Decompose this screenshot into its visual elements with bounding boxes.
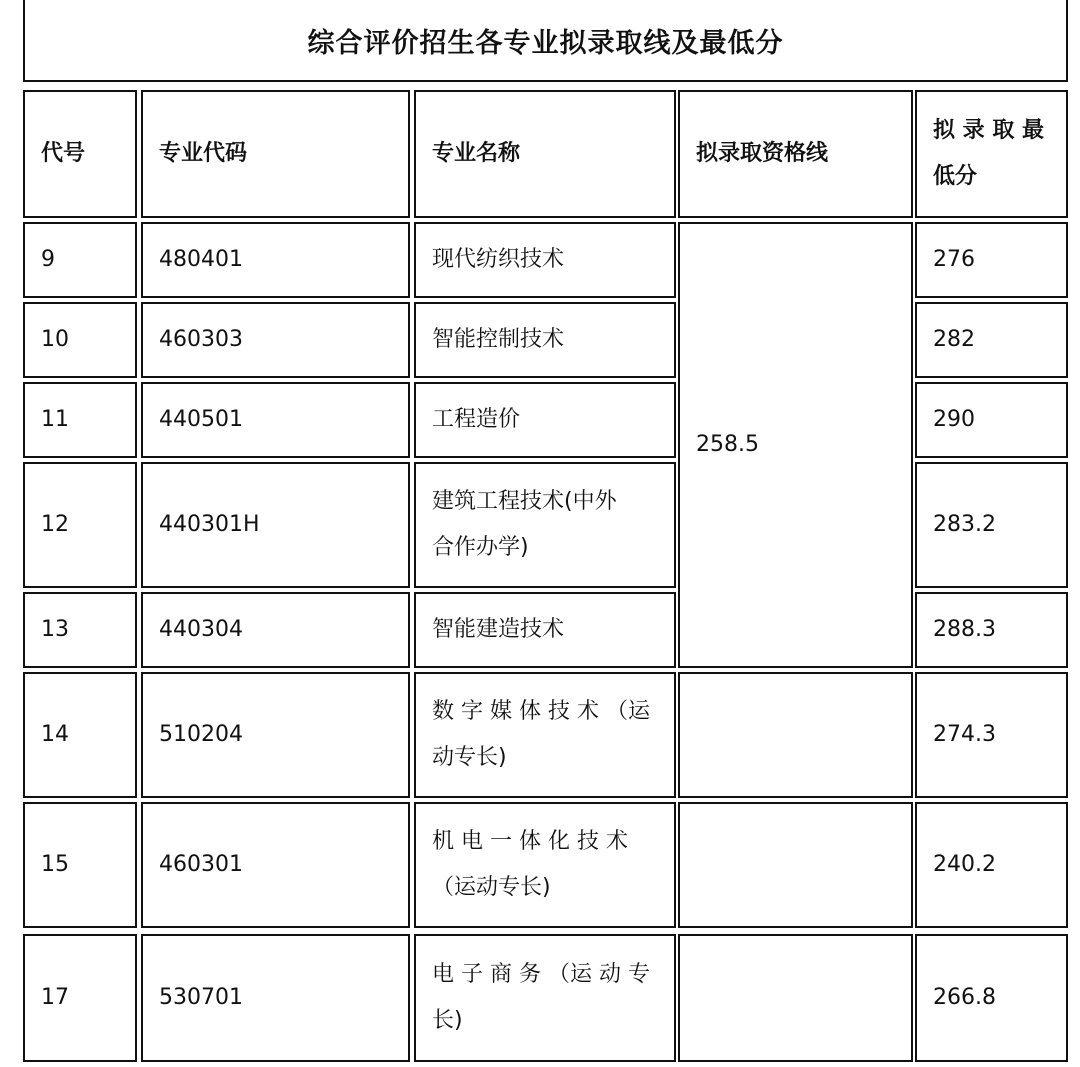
- header-admission-line: 拟录取资格线: [678, 90, 913, 218]
- row-9-code: 9: [23, 222, 137, 298]
- header-major-name: 专业名称: [414, 90, 676, 218]
- row-13-major-code: 440304: [141, 592, 410, 668]
- row-9-major-code: 480401: [141, 222, 410, 298]
- row-10-major-code: 460303: [141, 302, 410, 378]
- row-15-code: 15: [23, 802, 137, 928]
- row-14-major-code: 510204: [141, 672, 410, 798]
- row-15-major-code: 460301: [141, 802, 410, 928]
- row-10-code: 10: [23, 302, 137, 378]
- row-17-admission-line: [678, 934, 913, 1062]
- row-10-major-name: 智能控制技术: [414, 302, 676, 378]
- row-14-admission-line: [678, 672, 913, 798]
- row-12-code: 12: [23, 462, 137, 588]
- table-title: [23, 0, 1068, 82]
- row-12-min-score: 283.2: [915, 462, 1068, 588]
- merged-admission-line: 258.5: [678, 222, 913, 668]
- row-13-min-score: 288.3: [915, 592, 1068, 668]
- row-10-min-score: 282: [915, 302, 1068, 378]
- row-11-major-name: 工程造价: [414, 382, 676, 458]
- row-15-admission-line: [678, 802, 913, 928]
- row-15-min-score: 240.2: [915, 802, 1068, 928]
- header-min-score: 拟 录 取 最 低分: [915, 90, 1068, 218]
- row-13-code: 13: [23, 592, 137, 668]
- row-15-major-name: 机 电 一 体 化 技 术 （运动专长): [414, 802, 676, 928]
- row-12-major-name: 建筑工程技术(中外 合作办学): [414, 462, 676, 588]
- row-17-min-score: 266.8: [915, 934, 1068, 1062]
- row-17-major-name: 电 子 商 务 （运 动 专 长): [414, 934, 676, 1062]
- row-9-min-score: 276: [915, 222, 1068, 298]
- row-11-min-score: 290: [915, 382, 1068, 458]
- row-14-major-name: 数 字 媒 体 技 术 （运 动专长): [414, 672, 676, 798]
- header-major-code: 专业代码: [141, 90, 410, 218]
- row-14-min-score: 274.3: [915, 672, 1068, 798]
- row-11-code: 11: [23, 382, 137, 458]
- row-17-major-code: 530701: [141, 934, 410, 1062]
- row-14-code: 14: [23, 672, 137, 798]
- row-13-major-name: 智能建造技术: [414, 592, 676, 668]
- row-17-code: 17: [23, 934, 137, 1062]
- header-code: 代号: [23, 90, 137, 218]
- row-12-major-code: 440301H: [141, 462, 410, 588]
- row-11-major-code: 440501: [141, 382, 410, 458]
- table-title-text: 综合评价招生各专业拟录取线及最低分: [307, 27, 784, 59]
- row-9-major-name: 现代纺织技术: [414, 222, 676, 298]
